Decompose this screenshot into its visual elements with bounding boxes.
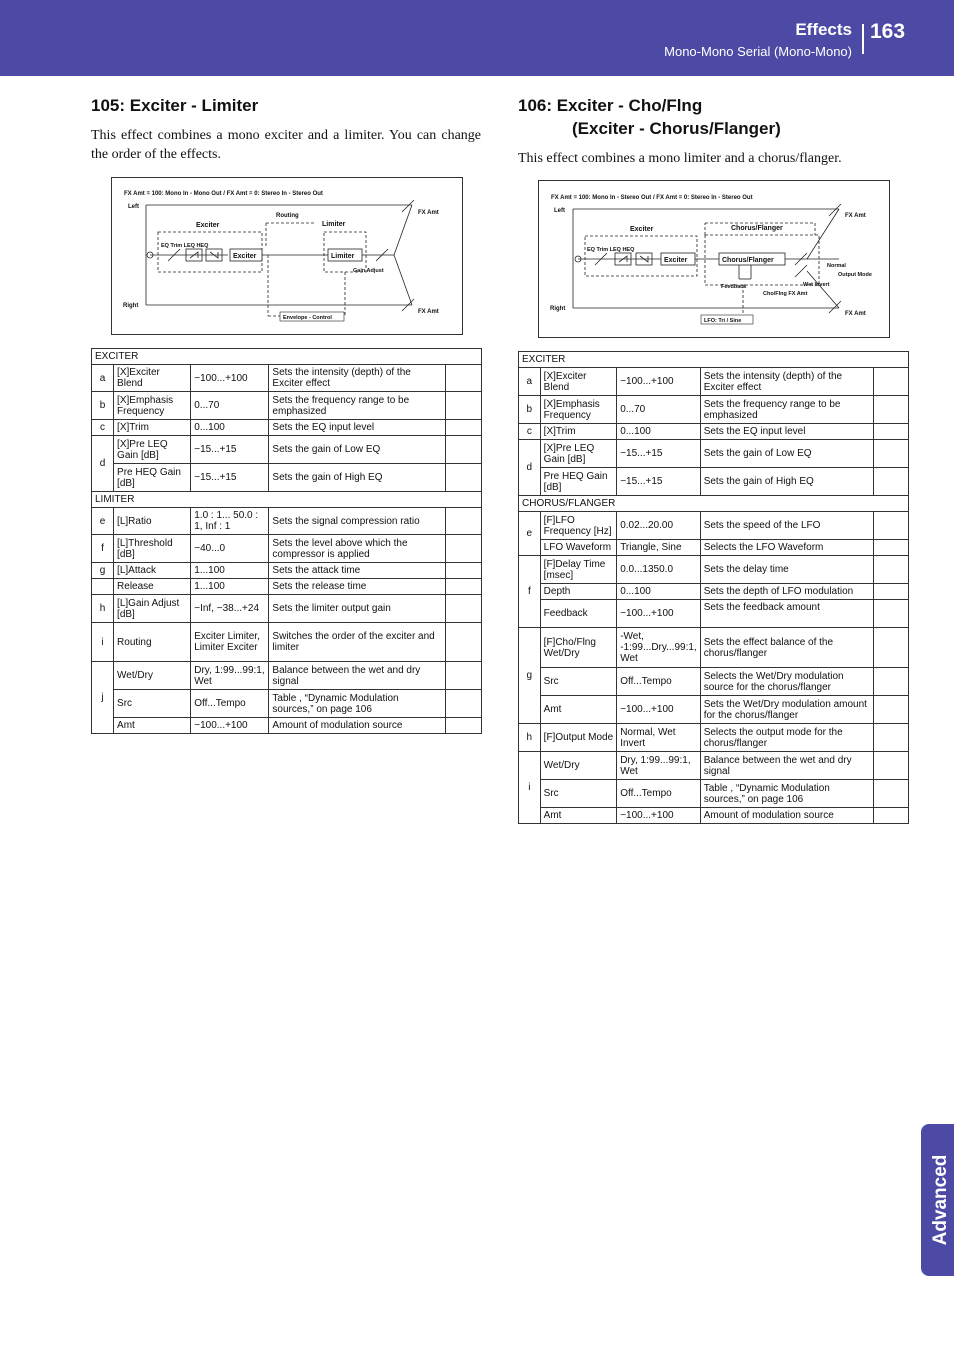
- chorus-flanger-block: Chorus/Flanger: [722, 257, 774, 264]
- row-letter: g: [519, 628, 541, 724]
- param-desc: Sets the release time: [269, 579, 445, 595]
- cho-flng-fx-amt-label: Cho/Flng FX Amt: [763, 291, 808, 297]
- param-range: −15...+15: [191, 464, 269, 492]
- param-desc: Sets the effect balance of the chorus/flanger: [700, 628, 873, 668]
- param-desc: Sets the attack time: [269, 563, 445, 579]
- limiter-title: Limiter: [322, 221, 346, 228]
- param-range: Triangle, Sine: [617, 540, 701, 556]
- param-extra: [874, 540, 909, 556]
- param-desc: Selects the LFO Waveform: [700, 540, 873, 556]
- fx-amt-top: FX Amt: [418, 210, 439, 216]
- param-name: [X]Pre LEQ Gain [dB]: [114, 436, 191, 464]
- page-number: 163: [870, 20, 906, 43]
- param-name: Feedback: [540, 600, 617, 628]
- row-letter: d: [92, 436, 114, 492]
- param-range: 0...100: [617, 584, 701, 600]
- param-extra: [445, 595, 481, 623]
- diagram-106-svg: [539, 181, 889, 337]
- param-extra: [445, 365, 481, 392]
- param-name: [F]Delay Time [msec]: [540, 556, 617, 584]
- param-range: -Wet, -1:99...Dry...99:1, Wet: [617, 628, 701, 668]
- param-name: [X]Trim: [540, 424, 617, 440]
- param-range: Dry, 1:99...99:1, Wet: [191, 662, 269, 690]
- param-desc: Table , “Dynamic Modulation sources,” on page 106: [269, 690, 445, 718]
- param-name: Src: [540, 780, 617, 808]
- param-extra: [445, 436, 481, 464]
- exciter-title: Exciter: [630, 226, 654, 233]
- param-extra: [445, 420, 481, 436]
- param-extra: [874, 696, 909, 724]
- row-letter: e: [519, 512, 541, 556]
- chorus-flanger-title: Chorus/Flanger: [731, 225, 783, 232]
- row-letter: b: [519, 396, 541, 424]
- param-range: Normal, Wet Invert: [617, 724, 701, 752]
- param-desc: Balance between the wet and dry signal: [700, 752, 873, 780]
- param-name: Pre HEQ Gain [dB]: [540, 468, 617, 496]
- param-desc: Sets the EQ input level: [700, 424, 873, 440]
- diagram-105-svg: [112, 178, 462, 334]
- param-extra: [874, 584, 909, 600]
- param-range: Off...Tempo: [617, 668, 701, 696]
- param-range: Off...Tempo: [191, 690, 269, 718]
- wet-invert-label: Wet Invert: [803, 282, 830, 288]
- param-name: [F]Output Mode: [540, 724, 617, 752]
- section-subtitle: Mono-Mono Serial (Mono-Mono): [664, 44, 852, 59]
- param-extra: [445, 392, 481, 420]
- param-range: −100...+100: [191, 365, 269, 392]
- param-extra: [874, 724, 909, 752]
- left-input-label: Left: [128, 204, 139, 210]
- right-input-label: Right: [123, 303, 139, 309]
- param-name: Wet/Dry: [540, 752, 617, 780]
- param-desc: Selects the output mode for the chorus/flanger: [700, 724, 873, 752]
- right-input-label: Right: [550, 306, 566, 312]
- param-range: −100...+100: [617, 808, 701, 824]
- parameter-table-105: [91, 348, 482, 734]
- param-range: −100...+100: [617, 368, 701, 396]
- fx-amt-bottom: FX Amt: [845, 311, 866, 317]
- param-name: Routing: [114, 623, 191, 662]
- row-letter: e: [92, 508, 114, 535]
- param-name: [X]Exciter Blend: [114, 365, 191, 392]
- param-range: 0...70: [617, 396, 701, 424]
- row-letter: c: [519, 424, 541, 440]
- lfo-label: LFO: Tri / Sine: [704, 318, 742, 324]
- row-letter: a: [519, 368, 541, 396]
- row-letter: a: [92, 365, 114, 392]
- param-range: Dry, 1:99...99:1, Wet: [617, 752, 701, 780]
- param-extra: [445, 464, 481, 492]
- exciter-block: Exciter: [233, 253, 257, 260]
- param-name: [L]Ratio: [114, 508, 191, 535]
- description-105: This effect combines a mono exciter and a limiter. You can change the order of the effects.: [91, 128, 481, 162]
- param-name: [X]Exciter Blend: [540, 368, 617, 396]
- param-desc: Sets the feedback amount: [700, 600, 873, 628]
- param-desc: Switches the order of the exciter and limiter: [269, 623, 445, 662]
- param-name: [L]Threshold [dB]: [114, 535, 191, 563]
- param-extra: [445, 623, 481, 662]
- param-range: −Inf, −38...+24: [191, 595, 269, 623]
- eq-labels: EQ Trim LEQ HEQ: [587, 247, 635, 253]
- param-desc: Sets the depth of LFO modulation: [700, 584, 873, 600]
- param-desc: Sets the gain of Low EQ: [269, 436, 445, 464]
- param-name: LFO Waveform: [540, 540, 617, 556]
- param-desc: Sets the gain of High EQ: [269, 464, 445, 492]
- param-name: [F]LFO Frequency [Hz]: [540, 512, 617, 540]
- param-extra: [874, 628, 909, 668]
- param-range: 0.0...1350.0: [617, 556, 701, 584]
- param-desc: Sets the EQ input level: [269, 420, 445, 436]
- param-extra: [874, 424, 909, 440]
- param-extra: [445, 563, 481, 579]
- param-range: −100...+100: [617, 696, 701, 724]
- param-range: −15...+15: [191, 436, 269, 464]
- param-extra: [874, 780, 909, 808]
- diagram-caption: FX Amt = 100: Mono In - Stereo Out / FX Amt = 0: Stereo In - Stereo Out: [551, 195, 753, 201]
- param-name: Release: [114, 579, 191, 595]
- param-name: [L]Gain Adjust [dB]: [114, 595, 191, 623]
- param-desc: Sets the Wet/Dry modulation amount for the chorus/flanger: [700, 696, 873, 724]
- param-range: 0...100: [617, 424, 701, 440]
- param-name: Amt: [114, 718, 191, 734]
- param-extra: [874, 556, 909, 584]
- heading-106-line1: 106: Exciter - Cho/Flng: [518, 96, 703, 115]
- signal-flow-diagram-106: [538, 180, 890, 338]
- exciter-block: Exciter: [664, 257, 688, 264]
- row-letter: i: [92, 623, 114, 662]
- param-range: −15...+15: [617, 468, 701, 496]
- param-desc: Selects the Wet/Dry modulation source for the chorus/flanger: [700, 668, 873, 696]
- param-range: Off...Tempo: [617, 780, 701, 808]
- param-range: Exciter Limiter, Limiter Exciter: [191, 623, 269, 662]
- param-extra: [874, 808, 909, 824]
- section-title: Effects: [795, 20, 852, 39]
- feedback-label: Feedback: [721, 284, 747, 290]
- param-range: 0.02...20.00: [617, 512, 701, 540]
- param-desc: Balance between the wet and dry signal: [269, 662, 445, 690]
- param-range: −40...0: [191, 535, 269, 563]
- row-letter: f: [92, 535, 114, 563]
- heading-105: 105: Exciter - Limiter: [91, 96, 259, 115]
- param-extra: [874, 396, 909, 424]
- param-desc: Sets the intensity (depth) of the Exciter effect: [700, 368, 873, 396]
- param-desc: Amount of modulation source: [700, 808, 873, 824]
- param-extra: [445, 579, 481, 595]
- param-extra: [874, 368, 909, 396]
- row-letter: c: [92, 420, 114, 436]
- fx-amt-top: FX Amt: [845, 213, 866, 219]
- section-limiter: LIMITER: [92, 492, 482, 508]
- param-desc: Sets the limiter output gain: [269, 595, 445, 623]
- normal-label: Normal: [827, 263, 846, 269]
- param-range: −100...+100: [617, 600, 701, 628]
- page-header: [0, 0, 954, 76]
- param-name: Amt: [540, 696, 617, 724]
- limiter-block: Limiter: [331, 253, 355, 260]
- param-name: Src: [540, 668, 617, 696]
- param-name: [F]Cho/Flng Wet/Dry: [540, 628, 617, 668]
- section-exciter: EXCITER: [519, 352, 909, 368]
- param-range: 1.0 : 1... 50.0 : 1, Inf : 1: [191, 508, 269, 535]
- param-name: [L]Attack: [114, 563, 191, 579]
- param-range: 0...100: [191, 420, 269, 436]
- heading-106-line2: (Exciter - Chorus/Flanger): [572, 119, 781, 138]
- section-chorus-flanger: CHORUS/FLANGER: [519, 496, 909, 512]
- param-extra: [874, 512, 909, 540]
- param-extra: [445, 718, 481, 734]
- section-exciter: EXCITER: [92, 349, 482, 365]
- param-name: Wet/Dry: [114, 662, 191, 690]
- envelope-control-label: Envelope - Control: [283, 315, 332, 321]
- param-name: [X]Pre LEQ Gain [dB]: [540, 440, 617, 468]
- param-name: Pre HEQ Gain [dB]: [114, 464, 191, 492]
- param-range: 0...70: [191, 392, 269, 420]
- row-letter: j: [92, 662, 114, 734]
- param-name: [X]Trim: [114, 420, 191, 436]
- row-letter: g: [92, 563, 114, 579]
- fx-amt-bottom: FX Amt: [418, 309, 439, 315]
- row-letter: [92, 579, 114, 595]
- param-desc: Sets the frequency range to be emphasized: [269, 392, 445, 420]
- exciter-title: Exciter: [196, 222, 220, 229]
- parameter-table-106: [518, 351, 909, 824]
- param-desc: Sets the intensity (depth) of the Exciter effect: [269, 365, 445, 392]
- param-extra: [874, 440, 909, 468]
- param-extra: [445, 508, 481, 535]
- row-letter: i: [519, 752, 541, 824]
- param-name: Depth: [540, 584, 617, 600]
- param-range: 1...100: [191, 579, 269, 595]
- param-range: 1...100: [191, 563, 269, 579]
- description-106: This effect combines a mono limiter and a chorus/flanger.: [518, 151, 842, 166]
- param-extra: [445, 690, 481, 718]
- param-extra: [874, 600, 909, 628]
- left-input-label: Left: [554, 208, 565, 214]
- param-extra: [445, 662, 481, 690]
- output-mode-label: Output Mode: [838, 272, 872, 278]
- param-extra: [874, 468, 909, 496]
- routing-label: Routing: [276, 213, 299, 219]
- row-letter: b: [92, 392, 114, 420]
- signal-flow-diagram-105: [111, 177, 463, 335]
- param-extra: [874, 668, 909, 696]
- param-name: [X]Emphasis Frequency: [114, 392, 191, 420]
- param-desc: Sets the gain of Low EQ: [700, 440, 873, 468]
- param-desc: Sets the delay time: [700, 556, 873, 584]
- row-letter: d: [519, 440, 541, 496]
- param-name: Amt: [540, 808, 617, 824]
- param-desc: Sets the frequency range to be emphasized: [700, 396, 873, 424]
- param-desc: Sets the speed of the LFO: [700, 512, 873, 540]
- param-desc: Amount of modulation source: [269, 718, 445, 734]
- param-extra: [445, 535, 481, 563]
- row-letter: h: [519, 724, 541, 752]
- advanced-tab[interactable]: [921, 1124, 954, 1276]
- header-divider: [862, 24, 864, 54]
- advanced-tab-label: Advanced: [930, 1154, 951, 1246]
- param-name: [X]Emphasis Frequency: [540, 396, 617, 424]
- param-name: Src: [114, 690, 191, 718]
- param-desc: Sets the level above which the compressor is applied: [269, 535, 445, 563]
- param-range: −15...+15: [617, 440, 701, 468]
- gain-adjust-label: Gain Adjust: [353, 268, 384, 274]
- param-desc: Table , “Dynamic Modulation sources,” on page 106: [700, 780, 873, 808]
- row-letter: h: [92, 595, 114, 623]
- param-desc: Sets the signal compression ratio: [269, 508, 445, 535]
- diagram-caption: FX Amt = 100: Mono In - Mono Out / FX Amt = 0: Stereo In - Stereo Out: [124, 191, 323, 197]
- param-extra: [874, 752, 909, 780]
- row-letter: f: [519, 556, 541, 628]
- param-desc: Sets the gain of High EQ: [700, 468, 873, 496]
- param-range: −100...+100: [191, 718, 269, 734]
- eq-labels: EQ Trim LEQ HEQ: [161, 243, 209, 249]
